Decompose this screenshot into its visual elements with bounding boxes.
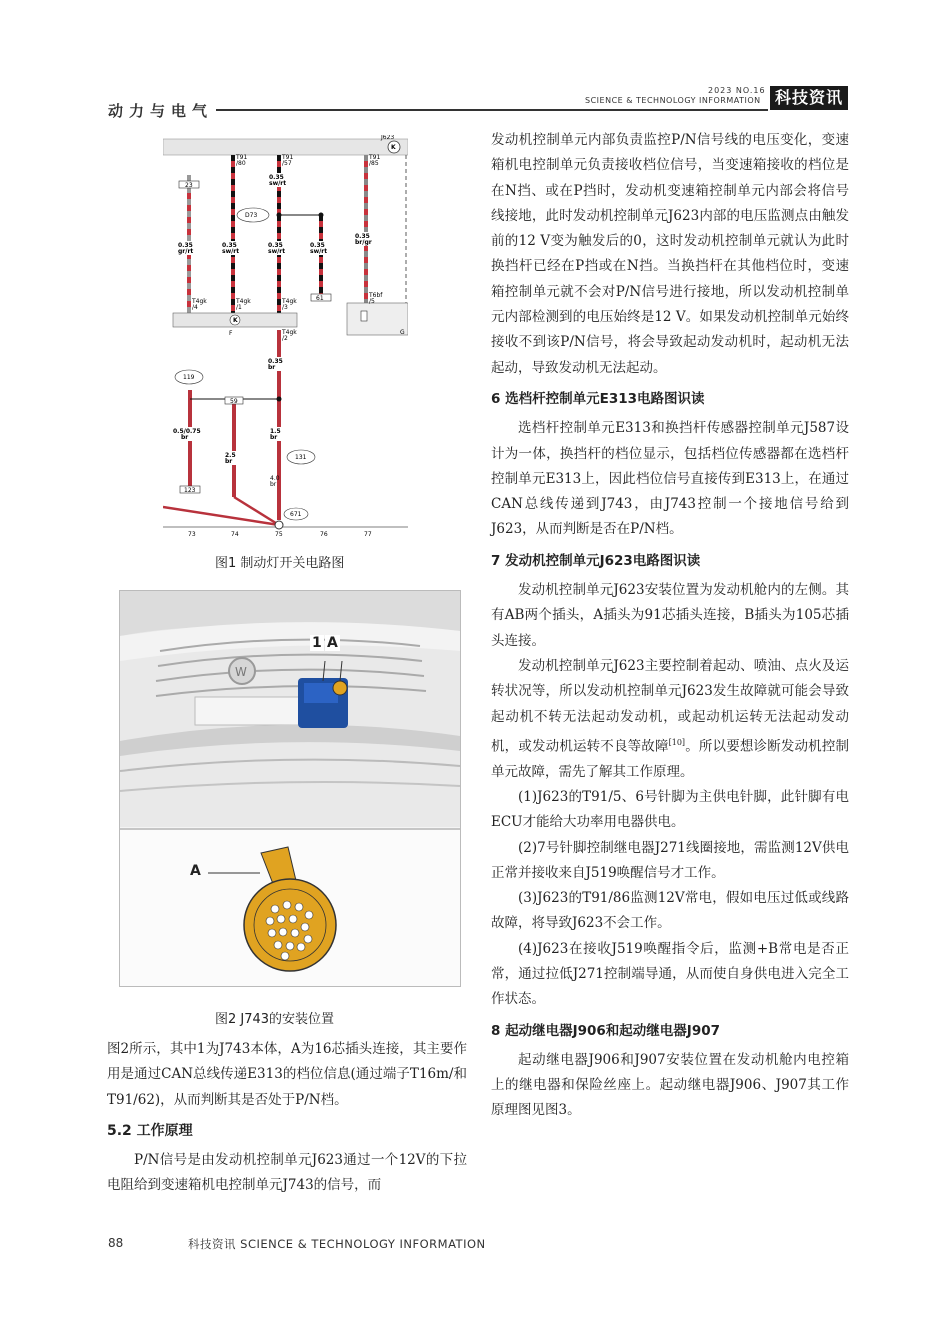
wire-label-h: 0.5/0.75 br <box>173 428 201 441</box>
pin-t91-80: T91 /80 <box>236 154 248 167</box>
paragraph: P/N信号是由发动机控制单元J623通过一个12V的下拉电阻给到变速箱机电控制单元J743的信号，而 <box>107 1152 467 1194</box>
axis-76: 76 <box>320 531 328 538</box>
paragraph <box>491 654 849 785</box>
paragraph: (1)J623的T91/5、6号针脚为主供电针脚，此针脚有电ECU才能给大功率用电器供电。 <box>491 788 849 831</box>
connector-23: 23 <box>185 182 193 189</box>
node-3 <box>277 397 282 402</box>
node-1 <box>277 213 282 218</box>
wire-label-b: 0.35 gr/rt <box>178 242 194 255</box>
pin-t6bf-5: T6bf /5 <box>369 292 383 305</box>
connector-59: 59 <box>230 398 238 405</box>
axis-73: 73 <box>188 531 196 538</box>
connector-123: 123 <box>184 487 196 494</box>
svg-text:W: W <box>235 665 247 679</box>
footer-journal: 科技资讯 SCIENCE & TECHNOLOGY INFORMATION <box>188 1237 486 1251</box>
ground-point <box>275 521 283 529</box>
page-number: 88 <box>108 1236 124 1250</box>
section-title: 动力与电气 <box>108 102 214 120</box>
journal-logo: 科技资讯 <box>770 86 848 110</box>
g-block <box>347 303 408 335</box>
paragraph: (3)J623的T91/86监测12V常电，假如电压过低或线路故障，将导致J623不会工作。 <box>491 890 849 932</box>
wire-label-g: 0.35 br <box>268 358 283 371</box>
label-a: A <box>327 635 338 651</box>
wire-br-ground-1 <box>163 507 279 525</box>
j743-location-figure <box>119 590 461 987</box>
section-heading-5-2: 5.2 工作原理 <box>107 1122 193 1139</box>
connector-a-icon <box>333 681 347 695</box>
wire-label-j: 2.5 br <box>225 452 236 465</box>
node-2 <box>319 213 324 218</box>
wire-label-a: 0.35 sw/rt <box>269 174 287 187</box>
right-column-text <box>491 128 849 1124</box>
header-rule <box>216 109 768 111</box>
figure-1-caption: 图1 制动灯开关电路图 <box>215 556 345 571</box>
paragraph: 选档杆控制单元E313和换挡杆传感器控制单元J587设计为一体，换挡杆的档位显示，包括档位传感器都在选档杆控制单元E313上，因此档位信号直接传到E313上，在通过CAN总线传递到J743，由J743控制一个接地信号给到J623，从而判断是否在P/N档。 <box>491 420 849 538</box>
axis-75: 75 <box>275 531 283 538</box>
paragraph: 发动机控制单元内部负责监控P/N信号线的电压变化，变速箱机电控制单元负责接收档位信号，当变速箱接收的档位是在N挡、或在P挡时，发动机变速箱控制单元内部会将信号线接地，此时发动机控制单元J623内部的电压监测点由触发前的12 V变为触发后的0，这时发动机控制单元就认为此时换挡杆已经在P挡或在N挡。当换挡杆在其他档位时，变速箱控制单元就不会对P/N信号进行接地，所以发动机控制单元内部检测到的电压始终是12 V。如果发动机控制单元始终接收不到该P/N信号，将会导致起动发动机时，起动机无法起动，导致发动机无法起动。 <box>491 132 849 376</box>
node-119: 119 <box>183 374 195 381</box>
pin-t4gk-1: T4gk /1 <box>236 298 251 311</box>
wire-label-c: 0.35 sw/rt <box>222 242 240 255</box>
paragraph: (4)J623在接收J519唤醒指令后，监测+B常电是否正常，通过拉低J271控制端导通，从而使自身供电进入完全工作状态。 <box>491 940 849 1008</box>
connector-61: 61 <box>316 295 324 302</box>
node-131: 131 <box>295 454 307 461</box>
pin-t4gk-2: T4gk /2 <box>282 329 297 342</box>
citation-ref: [10] <box>668 737 686 747</box>
pin-t4gk-4: T4gk /4 <box>192 298 207 311</box>
car-front-illustration <box>120 591 460 986</box>
f-label: F <box>229 330 233 337</box>
f-symbol-text: K <box>233 317 238 324</box>
j623-block <box>163 139 408 155</box>
pin-t91-85: T91 /85 <box>369 154 381 167</box>
label-a-detail: A <box>190 863 201 879</box>
paragraph-text: 。所以要想诊断发动机控制单元故障，需先了解其工作原理。 <box>491 738 850 780</box>
issue-number: 2023 NO.16 <box>708 86 766 95</box>
wire-label-e: 0.35 sw/rt <box>310 242 328 255</box>
wire-label-f: 0.35 br/gr <box>355 233 372 246</box>
left-column-text <box>107 1037 467 1199</box>
journal-name-en: SCIENCE & TECHNOLOGY INFORMATION <box>585 96 761 105</box>
figure-2-caption: 图2 J743的安装位置 <box>215 1012 335 1027</box>
label-1: 1 <box>312 635 322 651</box>
axis-74: 74 <box>231 531 239 538</box>
section-heading-8: 8 起动继电器J906和起动继电器J907 <box>491 1022 720 1039</box>
wire-label-k: 4.0 br <box>270 475 280 488</box>
section-heading-6: 6 选档杆控制单元E313电路图识读 <box>491 390 705 407</box>
g-label: G <box>400 329 405 336</box>
paragraph-text: 发动机控制单元J623主要控制着起动、喷油、点火及运转状况等，所以发动机控制单元J623发生故障就可能会导致起动机不转无法起动发动机，或起动机运转无法起动发动机，或发动机运转不良等故障 <box>491 657 849 755</box>
license-plate-area <box>195 697 300 725</box>
paragraph: (2)7号针脚控制继电器J271线圈接地，需监测12V供电正常并接收来自J519唤醒信号才工作。 <box>491 839 849 881</box>
node-d73: D73 <box>245 212 258 219</box>
wire-label-i: 1.5 br <box>270 428 281 441</box>
j623-label: J623 <box>381 135 395 141</box>
brake-light-circuit-diagram <box>163 135 408 540</box>
wire-label-d: 0.35 sw/rt <box>268 242 286 255</box>
section-heading-7: 7 发动机控制单元J623电路图识读 <box>491 552 701 569</box>
paragraph: 起动继电器J906和J907安装位置在发动机舱内电控箱上的继电器和保险丝座上。起动继电器J906、J907其工作原理图见图3。 <box>491 1051 849 1119</box>
connector-a-closeup <box>244 879 336 971</box>
axis-77: 77 <box>364 531 372 538</box>
paragraph: 发动机控制单元J623安装位置为发动机舱内的左侧。其有AB两个插头，A插头为91芯插头连接，B插头为105芯插头连接。 <box>491 582 849 649</box>
k-symbol-text: K <box>391 144 396 151</box>
paragraph: 图2所示，其中1为J743本体，A为16芯插头连接，其主要作用是通过CAN总线传递E313的档位信息(通过端子T16m/和T91/62)，从而判断其是否处于P/N档。 <box>107 1041 467 1108</box>
pin-t4gk-3: T4gk /3 <box>282 298 297 311</box>
pin-t91-57: T91 /57 <box>282 154 294 167</box>
node-671: 671 <box>290 511 302 518</box>
